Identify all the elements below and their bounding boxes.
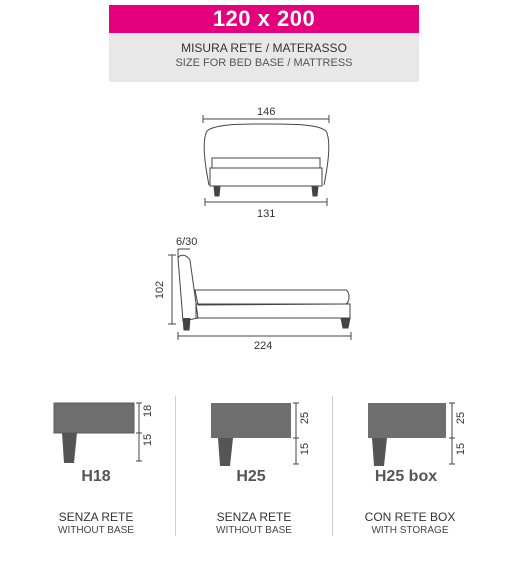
separator-2 — [332, 396, 333, 536]
variant-h25-diagram — [211, 403, 299, 466]
side-leg-left — [183, 318, 190, 330]
side-height-label: 102 — [154, 280, 167, 300]
variant-h25-box-code: H25 box — [374, 468, 438, 485]
side-leg-right — [341, 318, 350, 328]
variant-h25-box-bottom-dim: 15 — [455, 442, 468, 456]
front-width-bottom-label: 131 — [257, 208, 276, 220]
variant-h25-box-title: CON RETE BOX — [364, 510, 456, 524]
front-mattress — [212, 158, 320, 168]
variant-h18-subtitle: WITHOUT BASE — [58, 525, 134, 536]
side-headboard — [178, 255, 198, 321]
variant-h25-box-diagram — [368, 403, 455, 466]
size-title: 120 x 200 — [109, 5, 419, 33]
variant-h25-bottom-dim: 15 — [299, 442, 312, 456]
variant-h25-title: SENZA RETE — [216, 510, 292, 524]
variant-h18-diagram — [54, 403, 142, 463]
size-label-en: SIZE FOR BED BASE / MATTRESS — [175, 57, 353, 69]
variant-h25-subtitle: WITHOUT BASE — [216, 525, 292, 536]
variant-h25-box-subtitle: WITH STORAGE — [371, 525, 449, 536]
variant-h25-box-top-dim: 25 — [455, 411, 468, 425]
side-base — [196, 304, 350, 318]
variant-h18-top-dim: 18 — [142, 404, 155, 418]
variant-h25-code: H25 — [236, 468, 266, 485]
variant-h25-top-dim: 25 — [299, 411, 312, 425]
front-leg-left — [214, 186, 220, 196]
front-width-top-label: 146 — [257, 106, 276, 118]
side-length-label: 224 — [254, 340, 273, 352]
separator-1 — [175, 396, 176, 536]
size-label-it: MISURA RETE / MATERASSO — [181, 41, 347, 55]
side-mattress — [195, 290, 349, 305]
front-base — [210, 168, 322, 186]
front-leg-right — [312, 186, 318, 196]
variant-h18-code: H18 — [81, 468, 111, 485]
front-headboard-outline — [204, 124, 329, 185]
side-tilt-label: 6/30 — [176, 236, 198, 248]
variant-h18-bottom-dim: 15 — [142, 433, 155, 447]
variant-h18-title: SENZA RETE — [58, 510, 134, 524]
